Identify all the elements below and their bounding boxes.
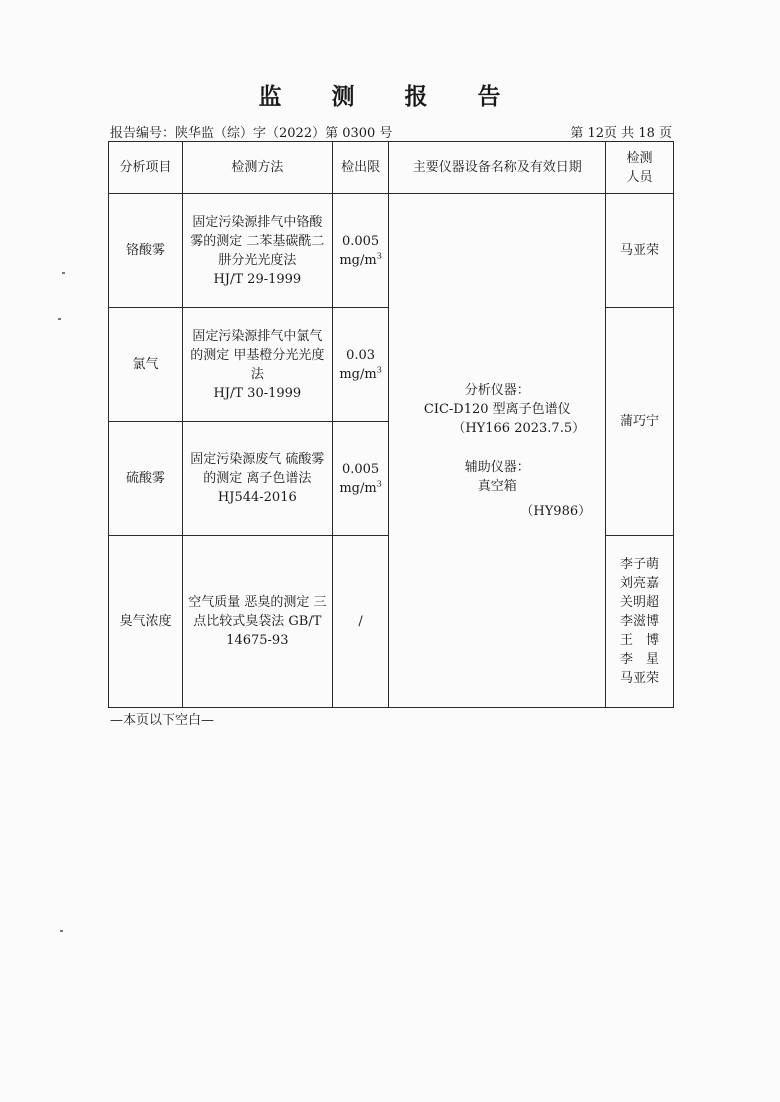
inspector-name: 马亚荣 — [620, 671, 660, 686]
limit-cell — [332, 194, 389, 308]
inspector-name: 李 星 — [620, 652, 660, 667]
report-title: 监 测 报 告 — [258, 84, 522, 110]
limit-unit-base: mg/m — [339, 252, 377, 268]
limit-value: 0.03 — [346, 347, 376, 363]
blank-below-note: —本页以下空白— — [110, 713, 215, 728]
method-cell — [182, 422, 332, 536]
limit-cell — [332, 308, 389, 422]
limit-value: 0.005 — [341, 233, 380, 249]
limit-unit-base: mg/m — [339, 366, 377, 382]
limit-unit — [337, 365, 385, 384]
method-cell — [182, 536, 332, 708]
inspector-name: 王 博 — [620, 633, 660, 648]
inspector-name: 关明超 — [620, 595, 660, 610]
inspector-cell: 马亚荣 — [606, 194, 674, 308]
method-text: 固定污染源排气中氯气的测定 甲基橙分光光度法 — [190, 328, 325, 382]
inspector-name: 李滋博 — [620, 614, 660, 629]
analysis-instrument: CIC-D120 型离子色谱仪 — [423, 401, 571, 417]
aux-model: （HY986） — [520, 503, 592, 519]
header-method: 检测方法 — [182, 142, 332, 194]
header-inspector — [606, 142, 674, 194]
limit-unit — [337, 251, 385, 270]
analysis-label: 分析仪器： — [464, 382, 530, 398]
header-inspector-text: 检测人员 — [626, 150, 653, 185]
limit-cell — [332, 422, 389, 536]
limit-unit-exp: 3 — [376, 365, 382, 375]
equipment-spacer — [393, 438, 601, 458]
method-text: 固定污染源排气中铬酸雾的测定 二苯基碳酰二肼分光光度法 — [190, 214, 325, 268]
method-text: 空气质量 恶臭的测定 三点比较式臭袋法 GB/T 14675-93 — [188, 595, 327, 648]
analysis-model: （HY166 2023.7.5） — [452, 420, 586, 436]
method-code: HJ/T 30-1999 — [213, 385, 302, 401]
scan-speck — [62, 272, 65, 274]
header-limit: 检出限 — [332, 142, 389, 194]
page-info: 第 12页 共 18 页 — [570, 126, 672, 141]
report-number: 报告编号：陕华监（综）字（2022）第 0300 号 — [110, 126, 393, 141]
limit-value: / — [358, 614, 363, 629]
inspector-cell: 蒲巧宁 — [606, 308, 674, 536]
scan-speck — [60, 930, 63, 932]
limit-unit-exp: 3 — [376, 251, 382, 261]
limit-value: 0.005 — [341, 461, 380, 477]
aux-instrument: 真空箱 — [477, 478, 517, 494]
method-cell — [182, 308, 332, 422]
header-equipment: 主要仪器设备名称及有效日期 — [389, 142, 606, 194]
method-cell — [182, 194, 332, 308]
limit-unit — [337, 479, 385, 498]
inspector-cell — [606, 536, 674, 708]
table-row — [109, 194, 674, 308]
header-item: 分析项目 — [109, 142, 183, 194]
monitoring-table — [108, 141, 674, 708]
scan-speck — [58, 318, 61, 320]
limit-unit-exp: 3 — [376, 479, 382, 489]
item-cell: 硫酸雾 — [109, 422, 183, 536]
item-cell: 氯气 — [109, 308, 183, 422]
limit-unit-base: mg/m — [339, 480, 377, 496]
inspector-name: 刘亮嘉 — [620, 576, 660, 591]
equipment-cell — [389, 194, 606, 708]
item-cell: 铬酸雾 — [109, 194, 183, 308]
item-cell: 臭气浓度 — [109, 536, 183, 708]
method-code: HJ/T 29-1999 — [213, 271, 302, 287]
method-text: 固定污染源废气 硫酸雾的测定 离子色谱法 HJ544-2016 — [190, 452, 325, 505]
limit-cell — [332, 536, 389, 708]
table-header-row — [109, 142, 674, 194]
aux-label: 辅助仪器： — [464, 459, 530, 475]
inspector-name: 李子萌 — [620, 557, 660, 572]
